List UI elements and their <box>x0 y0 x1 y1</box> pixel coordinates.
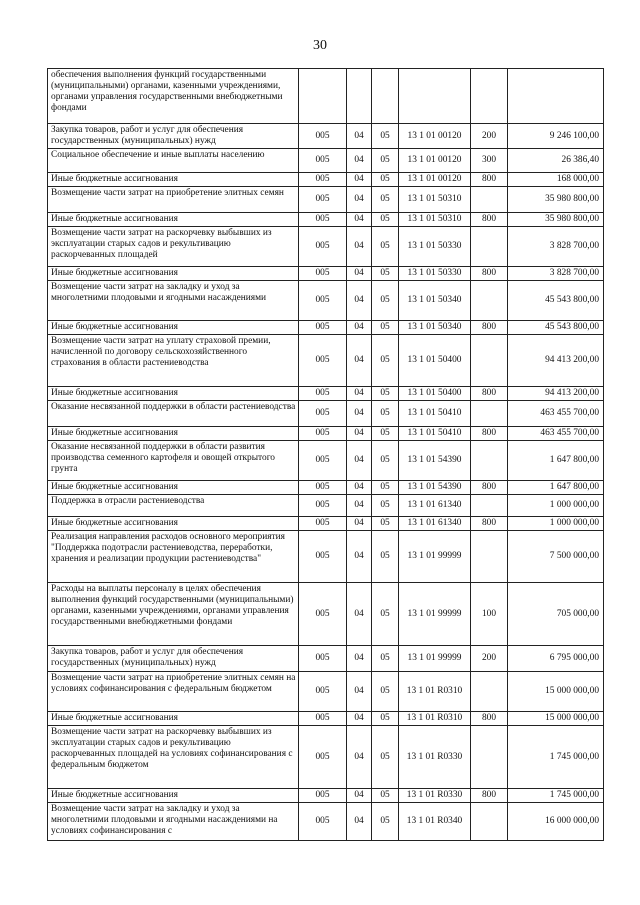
table-row <box>48 672 604 712</box>
amount-cell: 15 000 000,00 <box>508 712 604 726</box>
section-code-cell: 04 <box>347 803 372 841</box>
item-name-cell: Возмещение части затрат на приобретение элитных семян <box>48 187 299 213</box>
ministry-code-cell: 005 <box>299 427 347 441</box>
subsection-code-cell: 05 <box>372 387 399 401</box>
item-name-cell: Возмещение части затрат на уплату страховой премии, начисленной по договору сельскохозяйственного страхования в области растениеводства <box>48 335 299 387</box>
target-article-cell: 13 1 01 50340 <box>399 281 471 321</box>
table-row <box>48 427 604 441</box>
subsection-code-cell: 05 <box>372 401 399 427</box>
expense-type-cell: 800 <box>471 267 508 281</box>
expense-type-cell: 800 <box>471 789 508 803</box>
budget-table <box>47 68 604 841</box>
subsection-code-cell <box>372 69 399 124</box>
section-code-cell: 04 <box>347 335 372 387</box>
target-article-cell: 13 1 01 50400 <box>399 335 471 387</box>
expense-type-cell <box>471 441 508 481</box>
ministry-code-cell: 005 <box>299 321 347 335</box>
expense-type-cell <box>471 69 508 124</box>
target-article-cell: 13 1 01 99999 <box>399 531 471 583</box>
section-code-cell: 04 <box>347 187 372 213</box>
target-article-cell: 13 1 01 99999 <box>399 583 471 646</box>
subsection-code-cell: 05 <box>372 726 399 789</box>
expense-type-cell: 200 <box>471 124 508 149</box>
item-name-cell: Иные бюджетные ассигнования <box>48 427 299 441</box>
section-code-cell: 04 <box>347 531 372 583</box>
target-article-cell: 13 1 01 00120 <box>399 173 471 187</box>
section-code-cell: 04 <box>347 517 372 531</box>
amount-cell: 705 000,00 <box>508 583 604 646</box>
table-row <box>48 646 604 672</box>
ministry-code-cell: 005 <box>299 149 347 173</box>
section-code-cell <box>347 69 372 124</box>
subsection-code-cell: 05 <box>372 803 399 841</box>
amount-cell: 1 745 000,00 <box>508 789 604 803</box>
section-code-cell: 04 <box>347 481 372 495</box>
expense-type-cell: 800 <box>471 321 508 335</box>
ministry-code-cell: 005 <box>299 495 347 517</box>
amount-cell: 94 413 200,00 <box>508 387 604 401</box>
section-code-cell: 04 <box>347 583 372 646</box>
subsection-code-cell: 05 <box>372 213 399 227</box>
table-row <box>48 387 604 401</box>
section-code-cell: 04 <box>347 213 372 227</box>
table-row <box>48 441 604 481</box>
ministry-code-cell: 005 <box>299 726 347 789</box>
target-article-cell: 13 1 01 99999 <box>399 646 471 672</box>
target-article-cell: 13 1 01 R0330 <box>399 789 471 803</box>
subsection-code-cell: 05 <box>372 583 399 646</box>
table-row <box>48 281 604 321</box>
ministry-code-cell <box>299 69 347 124</box>
subsection-code-cell: 05 <box>372 427 399 441</box>
item-name-cell: Закупка товаров, работ и услуг для обеспечения государственных (муниципальных) нужд <box>48 646 299 672</box>
amount-cell: 1 000 000,00 <box>508 495 604 517</box>
ministry-code-cell: 005 <box>299 803 347 841</box>
expense-type-cell <box>471 531 508 583</box>
section-code-cell: 04 <box>347 387 372 401</box>
target-article-cell: 13 1 01 50410 <box>399 401 471 427</box>
subsection-code-cell: 05 <box>372 441 399 481</box>
table-row <box>48 149 604 173</box>
amount-cell: 94 413 200,00 <box>508 335 604 387</box>
section-code-cell: 04 <box>347 173 372 187</box>
section-code-cell: 04 <box>347 441 372 481</box>
subsection-code-cell: 05 <box>372 187 399 213</box>
subsection-code-cell: 05 <box>372 712 399 726</box>
table-row <box>48 803 604 841</box>
item-name-cell: Возмещение части затрат на раскорчевку выбывших из эксплуатации старых садов и рекультивацию раскорчеванных площадей на условиях софинансирования с федеральным бюджетом <box>48 726 299 789</box>
ministry-code-cell: 005 <box>299 213 347 227</box>
amount-cell: 45 543 800,00 <box>508 321 604 335</box>
table-row <box>48 335 604 387</box>
amount-cell: 7 500 000,00 <box>508 531 604 583</box>
subsection-code-cell: 05 <box>372 789 399 803</box>
amount-cell: 1 647 800,00 <box>508 441 604 481</box>
ministry-code-cell: 005 <box>299 441 347 481</box>
section-code-cell: 04 <box>347 789 372 803</box>
ministry-code-cell: 005 <box>299 789 347 803</box>
section-code-cell: 04 <box>347 672 372 712</box>
target-article-cell: 13 1 01 54390 <box>399 441 471 481</box>
section-code-cell: 04 <box>347 401 372 427</box>
table-row <box>48 321 604 335</box>
amount-cell: 1 000 000,00 <box>508 517 604 531</box>
amount-cell <box>508 69 604 124</box>
ministry-code-cell: 005 <box>299 531 347 583</box>
table-row <box>48 583 604 646</box>
expense-type-cell: 800 <box>471 173 508 187</box>
section-code-cell: 04 <box>347 495 372 517</box>
expense-type-cell: 800 <box>471 481 508 495</box>
item-name-cell: Возмещение части затрат на приобретение элитных семян на условиях софинансирования с федеральным бюджетом <box>48 672 299 712</box>
target-article-cell: 13 1 01 50400 <box>399 387 471 401</box>
section-code-cell: 04 <box>347 726 372 789</box>
target-article-cell: 13 1 01 R0330 <box>399 726 471 789</box>
expense-type-cell <box>471 187 508 213</box>
target-article-cell: 13 1 01 61340 <box>399 517 471 531</box>
item-name-cell: Иные бюджетные ассигнования <box>48 789 299 803</box>
expense-type-cell <box>471 672 508 712</box>
amount-cell: 16 000 000,00 <box>508 803 604 841</box>
amount-cell: 3 828 700,00 <box>508 227 604 267</box>
table-row <box>48 227 604 267</box>
item-name-cell: Расходы на выплаты персоналу в целях обеспечения выполнения функций государственными (муниципальными) органами, казенными учреждениями, органами управления государственными внебюджетными фондами <box>48 583 299 646</box>
table-row <box>48 481 604 495</box>
table-row <box>48 69 604 124</box>
table-row <box>48 124 604 149</box>
item-name-cell: Иные бюджетные ассигнования <box>48 213 299 227</box>
target-article-cell: 13 1 01 54390 <box>399 481 471 495</box>
table-row <box>48 726 604 789</box>
item-name-cell: Социальное обеспечение и иные выплаты населению <box>48 149 299 173</box>
table-row <box>48 712 604 726</box>
subsection-code-cell: 05 <box>372 173 399 187</box>
ministry-code-cell: 005 <box>299 646 347 672</box>
amount-cell: 463 455 700,00 <box>508 427 604 441</box>
expense-type-cell <box>471 803 508 841</box>
amount-cell: 45 543 800,00 <box>508 281 604 321</box>
table-row <box>48 495 604 517</box>
subsection-code-cell: 05 <box>372 646 399 672</box>
item-name-cell: Иные бюджетные ассигнования <box>48 173 299 187</box>
item-name-cell: Иные бюджетные ассигнования <box>48 387 299 401</box>
target-article-cell: 13 1 01 50330 <box>399 227 471 267</box>
ministry-code-cell: 005 <box>299 281 347 321</box>
subsection-code-cell: 05 <box>372 124 399 149</box>
amount-cell: 463 455 700,00 <box>508 401 604 427</box>
section-code-cell: 04 <box>347 267 372 281</box>
expense-type-cell <box>471 227 508 267</box>
table-row <box>48 267 604 281</box>
target-article-cell: 13 1 01 R0310 <box>399 712 471 726</box>
section-code-cell: 04 <box>347 712 372 726</box>
subsection-code-cell: 05 <box>372 495 399 517</box>
target-article-cell: 13 1 01 R0310 <box>399 672 471 712</box>
target-article-cell: 13 1 01 00120 <box>399 124 471 149</box>
amount-cell: 15 000 000,00 <box>508 672 604 712</box>
subsection-code-cell: 05 <box>372 267 399 281</box>
item-name-cell: Оказание несвязанной поддержки в области развития производства семенного картофеля и овощей открытого грунта <box>48 441 299 481</box>
item-name-cell: Возмещение части затрат на закладку и уход за многолетними плодовыми и ягодными насаждениями <box>48 281 299 321</box>
ministry-code-cell: 005 <box>299 173 347 187</box>
target-article-cell: 13 1 01 61340 <box>399 495 471 517</box>
subsection-code-cell: 05 <box>372 481 399 495</box>
expense-type-cell: 800 <box>471 387 508 401</box>
expense-type-cell: 800 <box>471 427 508 441</box>
expense-type-cell: 800 <box>471 213 508 227</box>
target-article-cell: 13 1 01 50410 <box>399 427 471 441</box>
amount-cell: 26 386,40 <box>508 149 604 173</box>
section-code-cell: 04 <box>347 646 372 672</box>
amount-cell: 1 745 000,00 <box>508 726 604 789</box>
subsection-code-cell: 05 <box>372 149 399 173</box>
expense-type-cell <box>471 401 508 427</box>
expense-type-cell <box>471 281 508 321</box>
subsection-code-cell: 05 <box>372 672 399 712</box>
amount-cell: 3 828 700,00 <box>508 267 604 281</box>
table-row <box>48 517 604 531</box>
target-article-cell <box>399 69 471 124</box>
item-name-cell: Иные бюджетные ассигнования <box>48 712 299 726</box>
target-article-cell: 13 1 01 50310 <box>399 187 471 213</box>
ministry-code-cell: 005 <box>299 267 347 281</box>
amount-cell: 9 246 100,00 <box>508 124 604 149</box>
expense-type-cell: 800 <box>471 517 508 531</box>
item-name-cell: обеспечения выполнения функций государственными (муниципальными) органами, казенными учреждениями, органами управления государственными внебюджетными фондами <box>48 69 299 124</box>
expense-type-cell: 800 <box>471 712 508 726</box>
ministry-code-cell: 005 <box>299 672 347 712</box>
item-name-cell: Иные бюджетные ассигнования <box>48 321 299 335</box>
subsection-code-cell: 05 <box>372 227 399 267</box>
item-name-cell: Закупка товаров, работ и услуг для обеспечения государственных (муниципальных) нужд <box>48 124 299 149</box>
item-name-cell: Поддержка в отрасли растениеводства <box>48 495 299 517</box>
subsection-code-cell: 05 <box>372 517 399 531</box>
section-code-cell: 04 <box>347 149 372 173</box>
section-code-cell: 04 <box>347 321 372 335</box>
item-name-cell: Иные бюджетные ассигнования <box>48 267 299 281</box>
ministry-code-cell: 005 <box>299 335 347 387</box>
amount-cell: 35 980 800,00 <box>508 213 604 227</box>
subsection-code-cell: 05 <box>372 321 399 335</box>
target-article-cell: 13 1 01 00120 <box>399 149 471 173</box>
subsection-code-cell: 05 <box>372 531 399 583</box>
target-article-cell: 13 1 01 R0340 <box>399 803 471 841</box>
expense-type-cell: 200 <box>471 646 508 672</box>
ministry-code-cell: 005 <box>299 124 347 149</box>
amount-cell: 35 980 800,00 <box>508 187 604 213</box>
ministry-code-cell: 005 <box>299 517 347 531</box>
target-article-cell: 13 1 01 50330 <box>399 267 471 281</box>
ministry-code-cell: 005 <box>299 227 347 267</box>
section-code-cell: 04 <box>347 427 372 441</box>
section-code-cell: 04 <box>347 227 372 267</box>
item-name-cell: Оказание несвязанной поддержки в области растениеводства <box>48 401 299 427</box>
expense-type-cell: 300 <box>471 149 508 173</box>
page-number: 30 <box>313 38 327 53</box>
item-name-cell: Возмещение части затрат на закладку и уход за многолетними плодовыми и ягодными насаждениями на условиях софинансирования с <box>48 803 299 841</box>
table-row <box>48 187 604 213</box>
amount-cell: 6 795 000,00 <box>508 646 604 672</box>
section-code-cell: 04 <box>347 281 372 321</box>
item-name-cell: Иные бюджетные ассигнования <box>48 481 299 495</box>
subsection-code-cell: 05 <box>372 335 399 387</box>
expense-type-cell <box>471 495 508 517</box>
target-article-cell: 13 1 01 50310 <box>399 213 471 227</box>
expense-type-cell <box>471 335 508 387</box>
section-code-cell: 04 <box>347 124 372 149</box>
table-row <box>48 789 604 803</box>
table-row <box>48 531 604 583</box>
budget-table-body <box>48 69 604 841</box>
expense-type-cell: 100 <box>471 583 508 646</box>
ministry-code-cell: 005 <box>299 712 347 726</box>
ministry-code-cell: 005 <box>299 387 347 401</box>
target-article-cell: 13 1 01 50340 <box>399 321 471 335</box>
table-row <box>48 401 604 427</box>
item-name-cell: Реализация направления расходов основного мероприятия "Поддержка подотрасли растениеводства, переработки, хранения и реализации продукции растениеводства" <box>48 531 299 583</box>
item-name-cell: Возмещение части затрат на раскорчевку выбывших из эксплуатации старых садов и рекультивацию раскорчеванных площадей <box>48 227 299 267</box>
amount-cell: 168 000,00 <box>508 173 604 187</box>
ministry-code-cell: 005 <box>299 401 347 427</box>
table-row <box>48 173 604 187</box>
item-name-cell: Иные бюджетные ассигнования <box>48 517 299 531</box>
ministry-code-cell: 005 <box>299 187 347 213</box>
subsection-code-cell: 05 <box>372 281 399 321</box>
expense-type-cell <box>471 726 508 789</box>
amount-cell: 1 647 800,00 <box>508 481 604 495</box>
ministry-code-cell: 005 <box>299 481 347 495</box>
table-row <box>48 213 604 227</box>
ministry-code-cell: 005 <box>299 583 347 646</box>
